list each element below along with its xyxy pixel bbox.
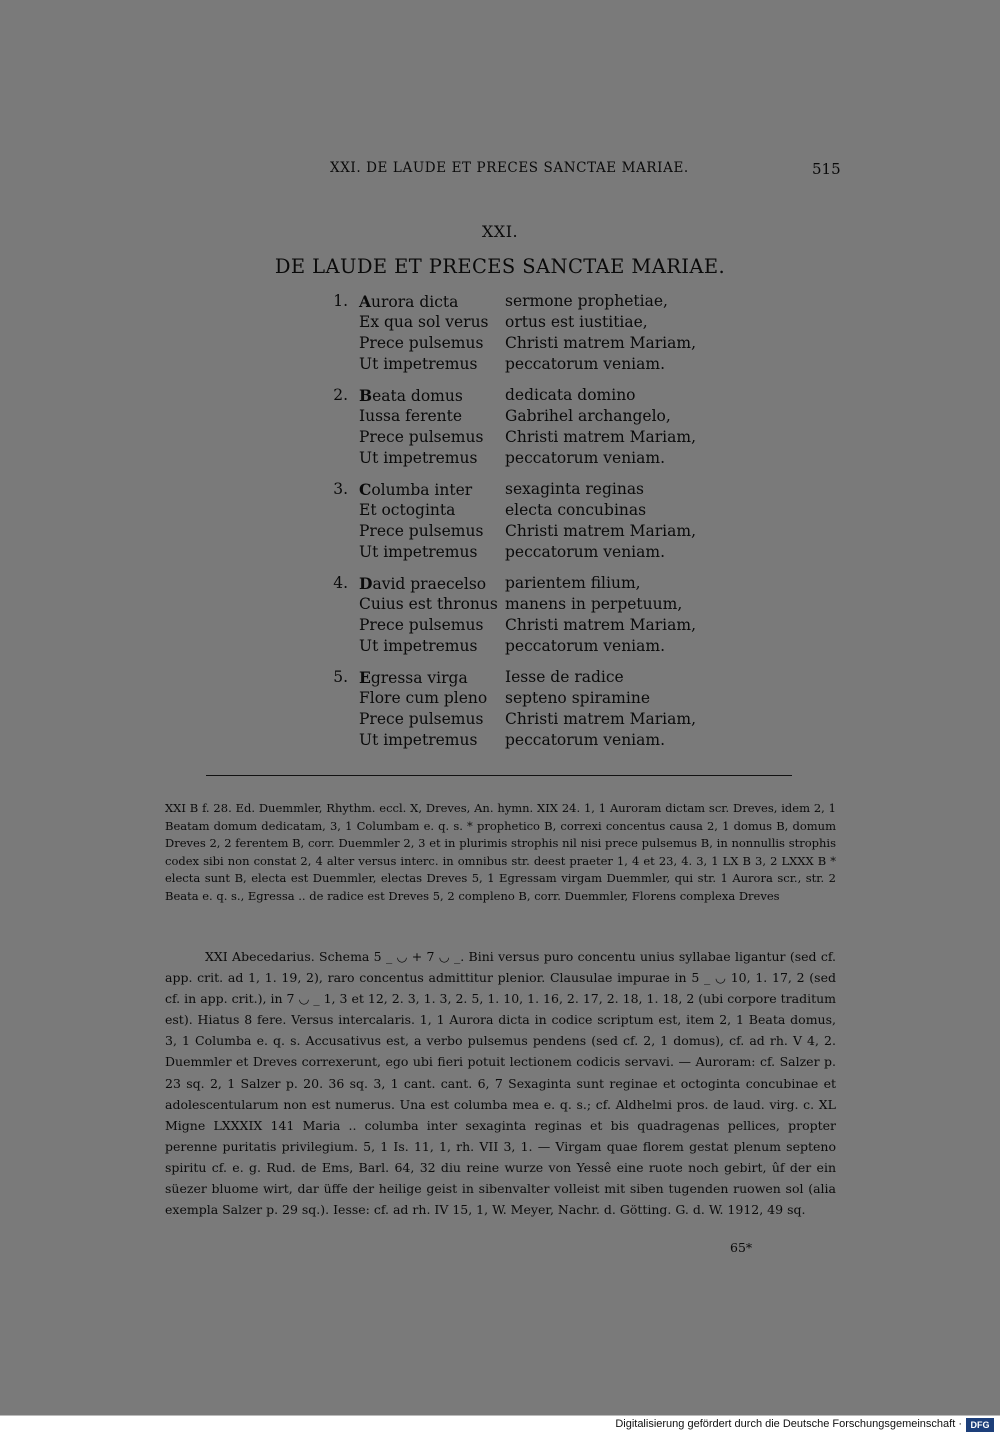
verse-line <box>330 616 810 637</box>
commentary-text: XXI Abecedarius. Schema 5 _ ◡ + 7 ◡ _. Bini versus puro concentu unius syllabae ligantur (sed cf. app. crit. ad 1, 1. 19, 2), raro concentus admittitur plenior. Clausulae impurae in 5 _ ◡ 10, 1. 17, 2 (sed cf. in app. crit.), in 7 ◡ _ 1, 3 et 12, 2. 3, 1. 3, 2. 5, 1. 10, 1. 16, 2. 17, 2. 18, 1. 18, 2 (ubi corpore traditum est). Hiatus 8 fere. Versus intercalaris. 1, 1 Aurora dicta in codice scriptum est, item 2, 1 Beata domus, 3, 1 Columba e. q. s. Accusativus est, a verbo pulsemus pendens (sed cf. 2, 1 domus), cf. ad rh. V 4, 2. Duemmler et Dreves correxerunt, ego ubi fieri potuit lectionem codicis servavi. — Auroram: cf. Salzer p. 23 sq. 2, 1 Salzer p. 20. 36 sq. 3, 1 cant. cant. 6, 7 Sexaginta sunt reginae et octoginta concubinae et adolescentularum non est numerus. Una est columba mea e. q. s.; cf. Aldhelmi pros. de laud. virg. c. XL Migne LXXXIX 141 Maria .. columba inter sexaginta reginas et bis quadragenas pellices, propter perenne puritatis privilegium. 5, 1 Is. 11, 1, rh. VII 3, 1. — Virgam quae florem gestat plenum septeno spiritu cf. e. g. Rud. de Ems, Barl. 64, 32 diu reine wurze von Yessê eine ruote noch gebirt, ûf der ein süezer bluome wirt, dar üffe der heilige geist in sibenvalter volleist mit siben tugenden ruowen sol (alia exempla Salzer p. 29 sq.). Iesse: cf. ad rh. IV 15, 1, W. Meyer, Nachr. d. Götting. G. d. W. 1912, 49 sq. <box>165 949 836 1218</box>
verse-first-half <box>359 522 483 540</box>
verse-line <box>330 668 810 689</box>
verse-second-half: Iesse de radice <box>505 668 624 686</box>
verse-second-half: peccatorum veniam. <box>505 449 666 467</box>
verse-first-text: Et octoginta <box>359 501 456 519</box>
verse-first-text: eata domus <box>372 387 463 405</box>
verse-line <box>330 449 810 470</box>
verse-line <box>330 710 810 731</box>
verse-first-half <box>359 668 468 687</box>
verse-first-text: Prece pulsemus <box>359 428 484 446</box>
stanza-number: 3. <box>333 480 348 498</box>
stanza <box>330 386 810 470</box>
verse-line <box>330 522 810 543</box>
verse-first-half <box>359 428 483 446</box>
verse-first-text: Ut impetremus <box>359 731 478 749</box>
verse-line <box>330 637 810 658</box>
verse-line <box>330 355 810 376</box>
verse-first-half <box>359 449 477 467</box>
stanza-number: 2. <box>333 386 348 404</box>
verse-second-half: Christi matrem Mariam, <box>505 710 696 728</box>
abecedarian-initial: C <box>359 480 372 499</box>
abecedarian-initial: D <box>359 574 373 593</box>
abecedarian-initial: B <box>359 386 373 405</box>
verse-first-half <box>359 543 477 561</box>
verse-first-text: Ut impetremus <box>359 355 478 373</box>
verse-first-half <box>359 595 498 613</box>
funding-footer <box>0 1415 1000 1435</box>
verse-first-half <box>359 480 472 499</box>
verse-second-half: electa concubinas <box>505 501 647 519</box>
chapter-number: XXI. <box>481 222 519 241</box>
verse-second-half: peccatorum veniam. <box>505 543 666 561</box>
dfg-logo: DFG <box>966 1418 994 1432</box>
verse-first-text: Ut impetremus <box>359 449 478 467</box>
running-head: XXI. DE LAUDE ET PRECES SANCTAE MARIAE. <box>330 160 689 176</box>
verse-first-text: urora dicta <box>371 293 459 311</box>
verse-line <box>330 334 810 355</box>
verse-first-text: Iussa ferente <box>359 407 463 425</box>
verse-line <box>330 313 810 334</box>
verse-first-half <box>359 616 483 634</box>
verse-second-half: dedicata domino <box>505 386 636 404</box>
verse-first-half <box>359 407 462 425</box>
verse-second-half: peccatorum veniam. <box>505 355 666 373</box>
verse-line <box>330 595 810 616</box>
signature-mark: 65* <box>730 1240 753 1255</box>
verse-second-half: peccatorum veniam. <box>505 731 666 749</box>
verse-second-half: septeno spiramine <box>505 689 650 707</box>
stanza-number: 4. <box>333 574 348 592</box>
verse-line <box>330 543 810 564</box>
verse-line <box>330 480 810 501</box>
verse-first-text: Cuius est thronus <box>359 595 498 613</box>
verse-second-half: sexaginta reginas <box>505 480 645 498</box>
verse-second-half: Gabrihel archangelo, <box>505 407 671 425</box>
verse-first-half <box>359 574 486 593</box>
verse-line <box>330 689 810 710</box>
verse-first-text: gressa virga <box>370 669 468 687</box>
verse-line <box>330 292 810 313</box>
verse-second-half: peccatorum veniam. <box>505 637 666 655</box>
verse-second-half: Christi matrem Mariam, <box>505 616 696 634</box>
verse-first-text: Prece pulsemus <box>359 334 484 352</box>
abecedarian-initial: E <box>359 668 371 687</box>
verse-first-text: Ut impetremus <box>359 637 478 655</box>
verse-line <box>330 428 810 449</box>
funding-text: Digitalisierung gefördert durch die Deutsche Forschungsgemeinschaft · <box>615 1418 962 1430</box>
verse-first-half <box>359 313 489 331</box>
verse-first-text: olumba inter <box>371 481 473 499</box>
stanza-number: 1. <box>333 292 348 310</box>
verse-first-half <box>359 386 463 405</box>
verse-first-text: Ex qua sol verus <box>359 313 489 331</box>
verse-line <box>330 407 810 428</box>
commentary <box>165 946 836 1220</box>
verse-first-half <box>359 292 458 311</box>
verse-first-text: avid praecelso <box>372 575 487 593</box>
verse-second-half: parientem filium, <box>505 574 641 592</box>
verse-second-half: ortus est iustitiae, <box>505 313 648 331</box>
abecedarian-initial: A <box>359 292 372 311</box>
verse-first-half <box>359 355 477 373</box>
page-number: 515 <box>812 160 841 178</box>
verse-first-half <box>359 731 477 749</box>
verse-first-half <box>359 689 487 707</box>
poem <box>330 292 810 762</box>
footnote-rule <box>206 775 792 776</box>
verse-first-text: Prece pulsemus <box>359 616 484 634</box>
stanza <box>330 292 810 376</box>
verse-second-half: sermone prophetiae, <box>505 292 668 310</box>
verse-line <box>330 386 810 407</box>
verse-first-half <box>359 501 455 519</box>
verse-first-text: Ut impetremus <box>359 543 478 561</box>
stanza <box>330 574 810 658</box>
verse-second-half: Christi matrem Mariam, <box>505 522 696 540</box>
verse-second-half: Christi matrem Mariam, <box>505 334 696 352</box>
verse-first-half <box>359 710 483 728</box>
verse-first-text: Prece pulsemus <box>359 710 484 728</box>
verse-second-half: manens in perpetuum, <box>505 595 683 613</box>
verse-first-half <box>359 637 477 655</box>
verse-line <box>330 501 810 522</box>
verse-first-text: Prece pulsemus <box>359 522 484 540</box>
verse-second-half: Christi matrem Mariam, <box>505 428 696 446</box>
chapter-title: DE LAUDE ET PRECES SANCTAE MARIAE. <box>274 255 726 278</box>
stanza <box>330 668 810 752</box>
critical-apparatus: XXI B f. 28. Ed. Duemmler, Rhythm. eccl. X, Dreves, An. hymn. XIX 24. 1, 1 Auroram dictam scr. Dreves, idem 2, 1 Beatam domum dedicatam, 3, 1 Columbam e. q. s. * prophetico B, correxi concentus causa 2, 1 domus B, domum Dreves 2, 2 ferentem B, corr. Duemmler 2, 3 et in plurimis strophis nil nisi prece pulsemus B, in nonnullis strophis codex sibi non constat 2, 4 alter versus interc. in omnibus str. deest praeter 1, 4 et 23, 4. 3, 1 LX B 3, 2 LXXX B * electa sunt B, electa est Duemmler, electas Dreves 5, 1 Egressam virgam Duemmler, qui str. 1 Aurora scr., str. 2 Beata e. q. s., Egressa .. de radice est Dreves 5, 2 compleno B, corr. Duemmler, Florens complexa Dreves <box>165 801 836 903</box>
stanza <box>330 480 810 564</box>
verse-line <box>330 574 810 595</box>
verse-line <box>330 731 810 752</box>
stanza-number: 5. <box>333 668 348 686</box>
verse-first-text: Flore cum pleno <box>359 689 488 707</box>
verse-first-half <box>359 334 483 352</box>
